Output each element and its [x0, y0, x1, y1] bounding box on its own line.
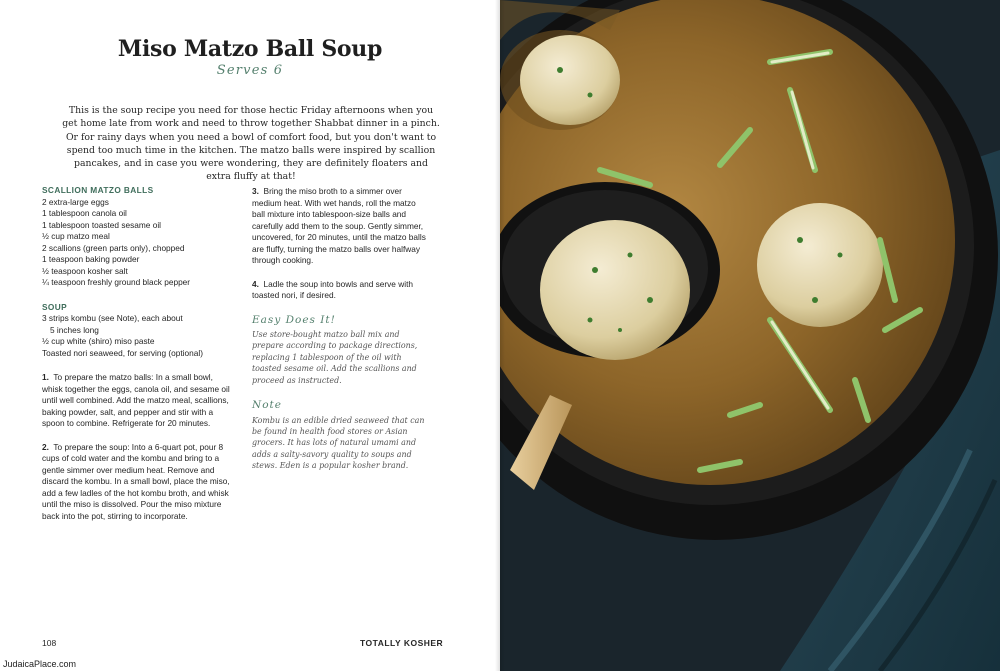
recipe-title: Miso Matzo Ball Soup	[117, 36, 383, 62]
note-text: Kombu is an edible dried seaweed that can be found in health food stores or Asian grocers. It has lots of natural umami and adds a salty-savory quality to soups and stews. Eden is a popular kosher brand.	[252, 415, 425, 471]
step-3	[252, 186, 427, 267]
ingredient-item: 3 strips kombu (see Note), each about	[42, 313, 183, 323]
intro-paragraph: This is the soup recipe you need for those hectic Friday afternoons when you get home late from work and need to throw together Shabbat dinner in a pinch. Or for rainy days when you need a bowl of comfort food, but you don't want to spend too much time in the kitchen. The matzo balls were inspired by scallion pancakes, and in case you were wondering, they are definitely floaters and extra fluffy at that!	[62, 105, 440, 183]
step-1	[42, 372, 232, 430]
matzo-ball	[757, 203, 883, 327]
ingredient-item: 1 tablespoon canola oil	[42, 208, 127, 218]
matzo-ball	[520, 35, 620, 125]
book-title-footer: TOTALLY KOSHER	[360, 638, 444, 648]
tip-title: Easy Does It!	[252, 313, 336, 326]
matzo-balls-ingredient-list	[42, 197, 232, 289]
ingredient-item: ¼ teaspoon freshly ground black pepper	[42, 277, 191, 287]
step-text: Bring the miso broth to a simmer over medium heat. With wet hands, roll the matzo ball mixture into tablespoon-size balls and carefully add them to the soup. Gently simmer, uncovered, for 20 minutes, until the matzo balls are fluffy, turning the matzo balls over halfway through cooking.	[252, 186, 426, 265]
page-number: 108	[42, 638, 57, 648]
soup-heading: SOUP	[42, 301, 68, 312]
step-text: Ladle the soup into bowls and serve with toasted nori, if desired.	[252, 278, 413, 300]
ingredient-item: ½ teaspoon kosher salt	[42, 265, 128, 276]
matzo-balls-heading: SCALLION MATZO BALLS	[42, 185, 154, 195]
tip-text: Use store-bought matzo ball mix and prepare according to package directions, replacing 1 tablespoon of the oil with toasted sesame oil. Add the scallions and proceed as instructed.	[252, 330, 418, 385]
ingredient-item: ½ cup white (shiro) miso paste	[42, 336, 155, 346]
note-title: Note	[252, 399, 282, 412]
serves-subtitle: Serves 6	[216, 63, 284, 78]
ingredient-item: 2 scallions (green parts only), chopped	[42, 242, 185, 253]
ingredient-item: 1 teaspoon baking powder	[42, 254, 140, 264]
step-text: To prepare the matzo balls: In a small bowl, whisk together the eggs, canola oil, and sesame oil until well combined. Add the matzo meal, scallions, baking powder, salt, and pepper and stir with a spoon to combine. Refrigerate for 20 minutes.	[42, 372, 230, 428]
ingredients-column	[42, 185, 232, 522]
step-text: To prepare the soup: Into a 6-quart pot, pour 8 cups of cold water and the kombu and bring to a gentle simmer over medium heat. Remove and discard the kombu. In a small bowl, place the miso, add a few ladles of the hot kombu broth, and whisk until the miso is dissolved. Pour the miso mixture back into the pot, stirring to incorporate.	[42, 441, 230, 521]
step-4	[252, 279, 427, 302]
ingredient-item: Toasted nori seaweed, for serving (optional)	[42, 347, 203, 358]
soup-bowl-illustration	[500, 0, 1000, 671]
ingredient-item-continued: 5 inches long	[50, 324, 99, 335]
ingredient-item: ½ cup matzo meal	[42, 231, 110, 241]
ingredient-item: 1 tablespoon toasted sesame oil	[42, 219, 162, 230]
soup-photo	[500, 0, 1000, 671]
step-number: 3.	[252, 186, 259, 196]
ingredient-item: 2 extra-large eggs	[42, 196, 109, 207]
soup-ingredient-list	[42, 313, 232, 359]
step-number: 4.	[252, 278, 259, 289]
step-number: 2.	[42, 441, 49, 452]
method-column	[252, 186, 427, 472]
matzo-ball	[540, 220, 690, 360]
step-number: 1.	[42, 372, 49, 382]
watermark: JudaicaPlace.com	[3, 659, 77, 669]
step-2	[42, 442, 232, 523]
